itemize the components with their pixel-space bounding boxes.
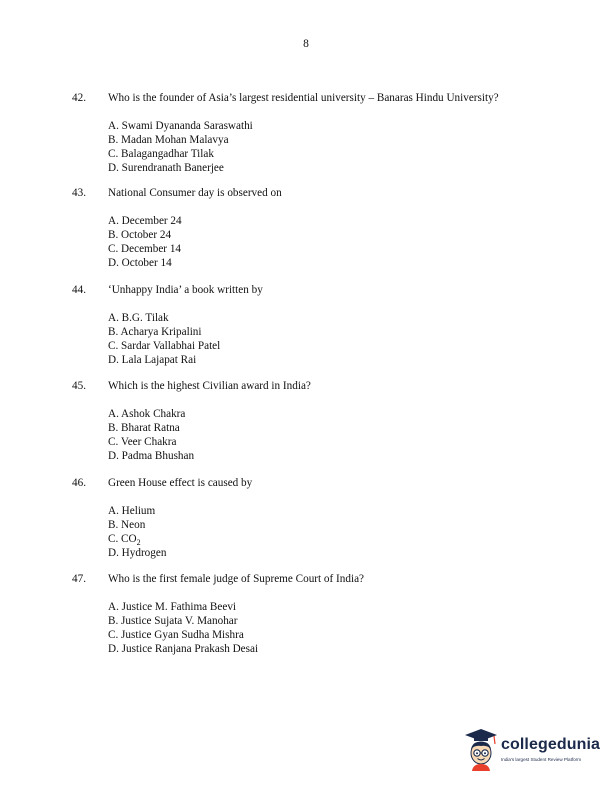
option-list [108,214,552,270]
question-47 [72,572,552,656]
option-list [108,504,552,560]
question-42 [72,91,552,175]
question-text: Which is the highest Civilian award in India? [108,380,311,392]
option-c: C. December 14 [108,243,182,255]
question-number: 45. [72,380,86,392]
collegedunia-logo [463,727,603,775]
option-b: B. Madan Mohan Malavya [108,134,229,146]
option-b: B. Bharat Ratna [108,422,180,434]
option-a: A. Ashok Chakra [108,408,186,420]
option-list [108,119,552,175]
option-d: D. Justice Ranjana Prakash Desai [108,643,259,655]
brand-tagline: India's largest Student Review Platform [501,757,582,762]
option-a: A. Swami Dyananda Saraswathi [108,120,253,132]
question-number: 46. [72,477,86,489]
option-c: C. Justice Gyan Sudha Mishra [108,629,244,641]
option-b: B. Justice Sujata V. Manohar [108,615,238,627]
question-number: 43. [72,187,86,199]
question-43 [72,186,552,270]
question-text: Who is the founder of Asia’s largest residential university – Banaras Hindu University? [108,92,499,104]
option-d: D. Padma Bhushan [108,450,195,462]
option-c-text: C. CO [108,533,137,545]
option-c: C. Sardar Vallabhai Patel [108,340,221,352]
page-number: 8 [303,38,309,50]
brand-name: collegedunia [501,736,600,753]
question-number: 42. [72,92,86,104]
question-44 [72,283,552,367]
option-d: D. Lala Lajapat Rai [108,354,197,366]
option-d: D. October 14 [108,257,172,269]
mascot-icon [463,727,499,773]
question-text: Who is the first female judge of Supreme Court of India? [108,573,364,585]
option-b: B. October 24 [108,229,172,241]
question-text: ‘Unhappy India’ a book written by [108,284,263,296]
option-a: A. Helium [108,505,156,517]
option-d: D. Surendranath Banerjee [108,162,224,174]
option-c: C. Balagangadhar Tilak [108,148,214,160]
question-text: Green House effect is caused by [108,477,253,489]
question-46 [72,476,552,560]
question-text: National Consumer day is observed on [108,187,282,199]
option-b: B. Neon [108,519,146,531]
option-list [108,407,552,463]
option-d: D. Hydrogen [108,547,167,559]
option-c: C. Veer Chakra [108,436,177,448]
option-a: A. Justice M. Fathima Beevi [108,601,237,613]
option-a: A. December 24 [108,215,182,227]
question-number: 47. [72,573,86,585]
option-list [108,311,552,367]
option-a: A. B.G. Tilak [108,312,169,324]
question-number: 44. [72,284,86,296]
question-45 [72,379,552,463]
co2-subscript: 2 [136,538,141,547]
option-c [108,532,552,546]
option-b: B. Acharya Kripalini [108,326,202,338]
option-list [108,600,552,656]
